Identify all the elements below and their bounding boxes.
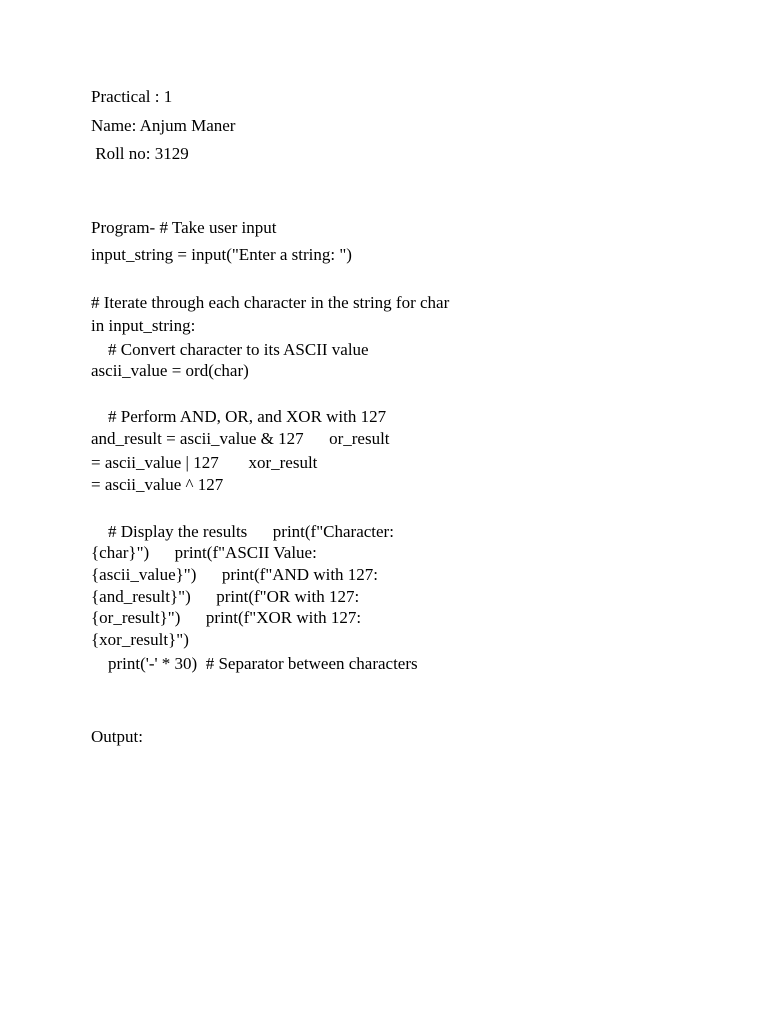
program-line: ascii_value = ord(char) <box>91 361 249 380</box>
program-line: # Perform AND, OR, and XOR with 127 <box>91 407 387 426</box>
program-line: {and_result}") print(f"OR with 127: <box>91 587 360 606</box>
program-line: print('-' * 30) # Separator between characters <box>91 654 418 673</box>
program-line: = ascii_value ^ 127 <box>91 475 224 494</box>
program-line: Program- # Take user input <box>91 218 277 237</box>
program-line: {xor_result}") <box>91 630 189 649</box>
practical-number: Practical : 1 <box>91 87 173 106</box>
program-line: {ascii_value}") print(f"AND with 127: <box>91 565 379 584</box>
program-line: # Display the results print(f"Character: <box>91 522 394 541</box>
roll-number: Roll no: 3129 <box>91 144 189 163</box>
program-line: = ascii_value | 127 xor_result <box>91 453 318 472</box>
output-label: Output: <box>91 727 143 746</box>
program-line: input_string = input("Enter a string: ") <box>91 245 352 264</box>
program-line: {or_result}") print(f"XOR with 127: <box>91 608 362 627</box>
program-line: in input_string: <box>91 316 196 335</box>
student-name: Name: Anjum Maner <box>91 116 236 135</box>
program-line: # Iterate through each character in the string for char <box>91 293 450 312</box>
program-line: {char}") print(f"ASCII Value: <box>91 543 317 562</box>
program-line: and_result = ascii_value & 127 or_result <box>91 429 390 448</box>
program-line: # Convert character to its ASCII value <box>91 340 369 359</box>
